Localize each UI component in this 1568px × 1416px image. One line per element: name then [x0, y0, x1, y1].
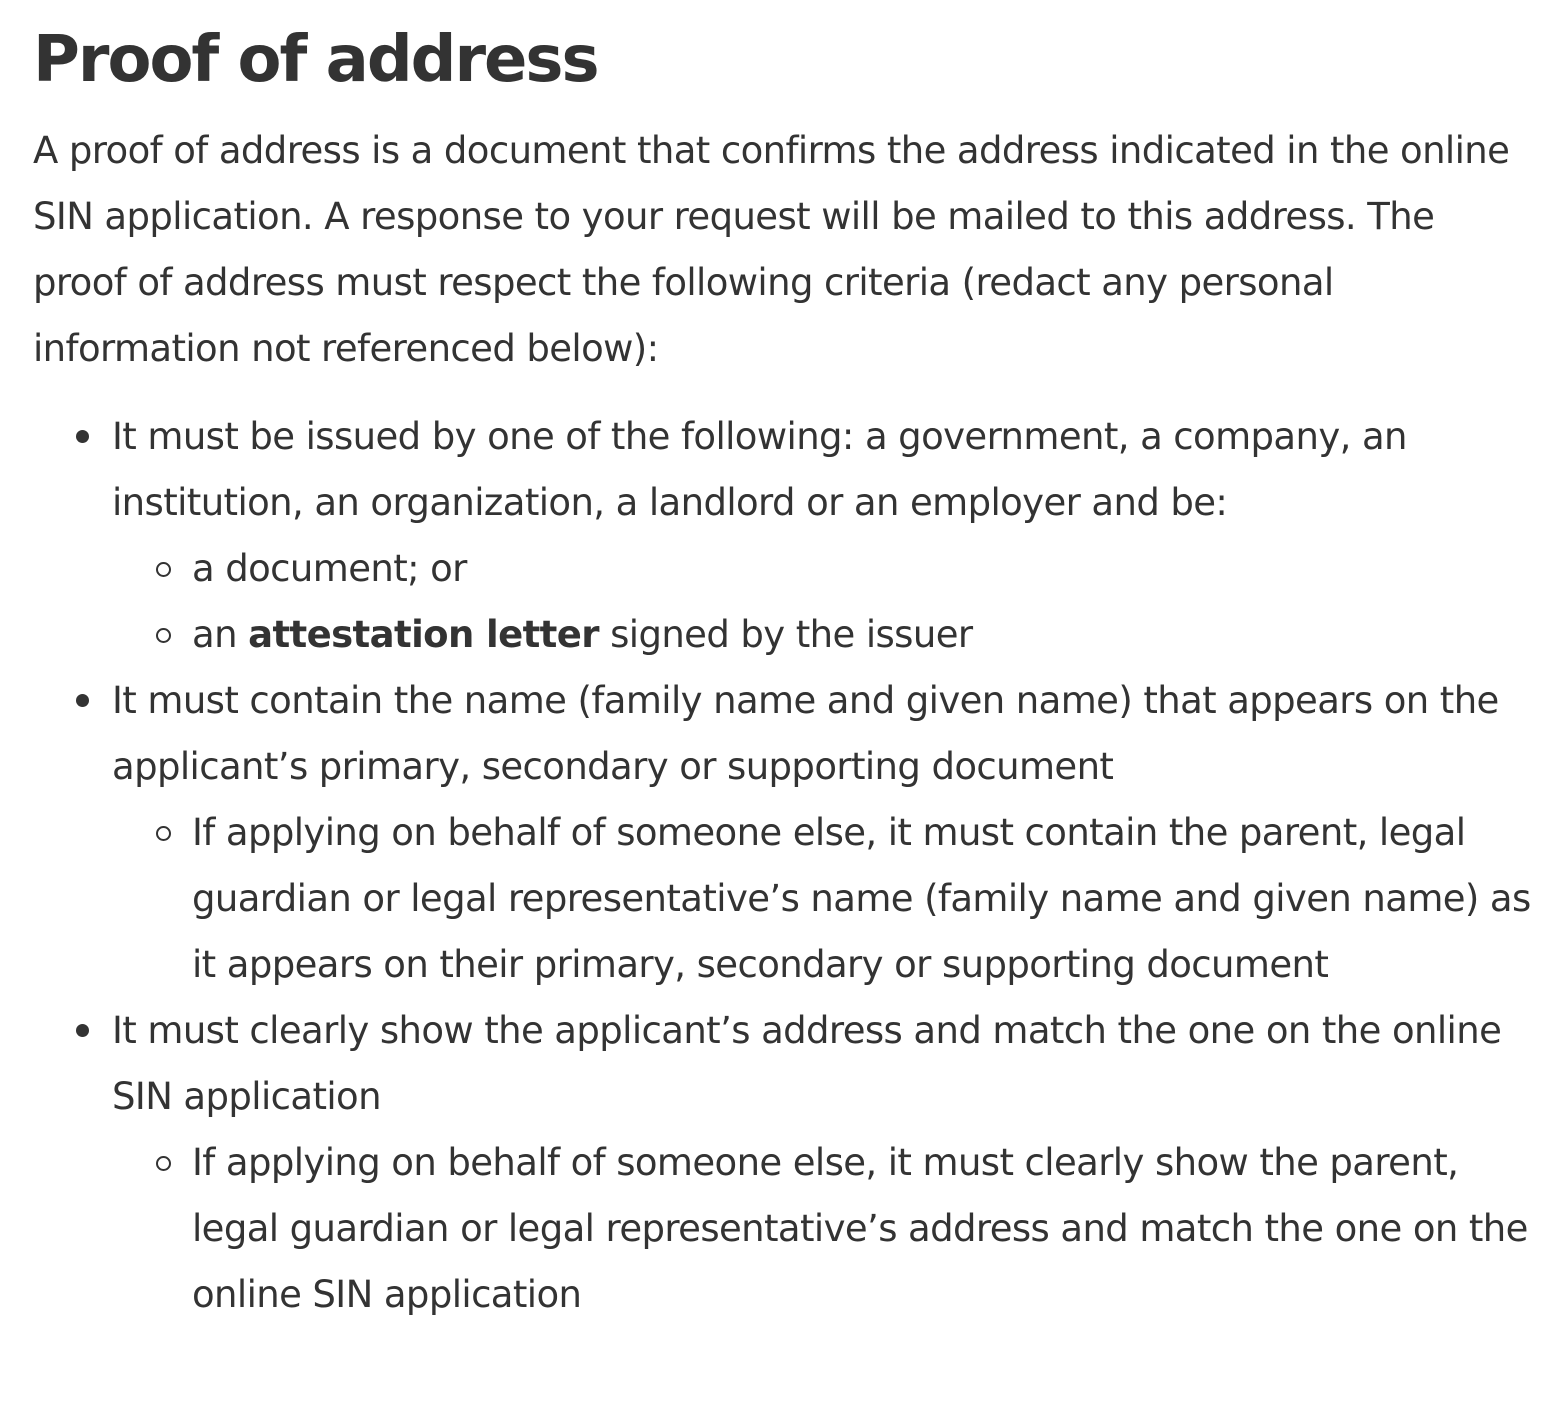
- criteria-item-address: [112, 998, 1543, 1328]
- sub-criteria-text: If applying on behalf of someone else, it must contain the parent, legal guardian or legal representative’s name (family name and given name) as it appears on their primary, secondary or supporting document: [192, 811, 1531, 986]
- sub-criteria-item: [192, 1130, 1543, 1328]
- bullet-icon: [76, 1024, 89, 1037]
- sub-criteria-text-prefix: an: [192, 613, 249, 656]
- bullet-icon: [76, 430, 89, 443]
- criteria-item-text: It must contain the name (family name and given name) that appears on the applicant’s primary, secondary or supporting document: [112, 679, 1499, 788]
- sub-criteria-list: [112, 536, 1543, 668]
- sub-criteria-text: If applying on behalf of someone else, it must clearly show the parent, legal guardian or legal representative’s address and match the one on the online SIN application: [192, 1141, 1528, 1316]
- criteria-list: [33, 404, 1543, 1328]
- circle-bullet-icon: [156, 1156, 171, 1171]
- sub-criteria-item: [192, 536, 1543, 602]
- circle-bullet-icon: [156, 826, 171, 841]
- page-title: Proof of address: [33, 23, 598, 97]
- bullet-icon: [76, 694, 89, 707]
- criteria-item-text: It must clearly show the applicant’s address and match the one on the online SIN application: [112, 1009, 1502, 1118]
- criteria-item-issuer: [112, 404, 1543, 668]
- criteria-item-text: It must be issued by one of the following: a government, a company, an institution, an organization, a landlord or an employer and be:: [112, 415, 1407, 524]
- attestation-letter-term: attestation letter: [248, 613, 599, 656]
- sub-criteria-item: [192, 800, 1543, 998]
- intro-paragraph: A proof of address is a document that confirms the address indicated in the online SIN application. A response to your request will be mailed to this address. The proof of address must respect the following criteria (redact any personal information not referenced below):: [33, 129, 1510, 370]
- circle-bullet-icon: [156, 628, 171, 643]
- sub-criteria-text: a document; or: [192, 547, 467, 590]
- criteria-item-name: [112, 668, 1543, 998]
- sub-criteria-list: [112, 1130, 1543, 1328]
- sub-criteria-list: [112, 800, 1543, 998]
- circle-bullet-icon: [156, 562, 171, 577]
- sub-criteria-text-suffix: signed by the issuer: [598, 613, 973, 656]
- sub-criteria-item: [192, 602, 1543, 668]
